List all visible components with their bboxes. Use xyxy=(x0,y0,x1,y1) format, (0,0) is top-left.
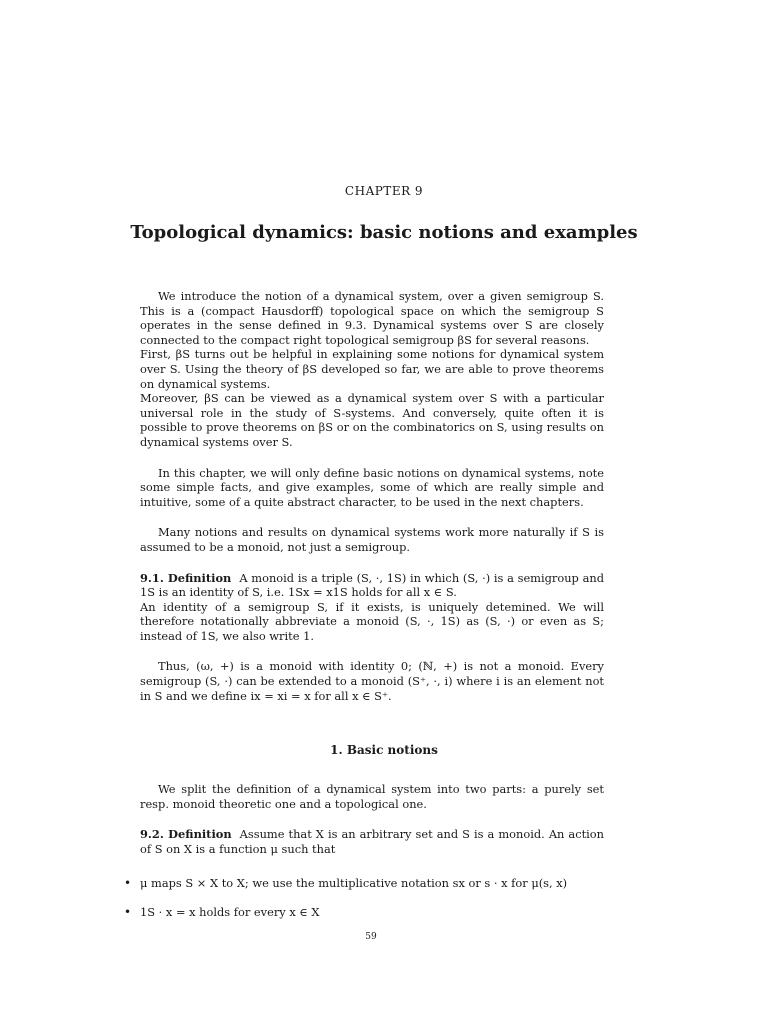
bullet-icon: • xyxy=(124,876,132,890)
definition-9-2-text: Assume that X is an arbitrary set and S is a monoid. An action of S on X is a function μ such that xyxy=(140,827,604,856)
intro-paragraph-1: We introduce the notion of a dynamical system, over a given semigroup S. This is a (compact Hausdorff) topological space on which the semigroup S operates in the sense defined in 9.3. Dynamical systems over S are closely connected to the compact right topological semigroup βS for several reasons. xyxy=(140,289,604,347)
definition-9-2-heading: 9.2. Definition xyxy=(140,827,232,842)
list-item xyxy=(124,876,604,891)
section-body xyxy=(140,782,604,856)
bullet-text: 1S · x = x holds for every x ∈ X xyxy=(140,904,320,919)
intro-block xyxy=(140,289,604,703)
section-paragraph-1: We split the definition of a dynamical system into two parts: a purely set resp. monoid theoretic one and a topological one. xyxy=(140,782,604,811)
bullet-icon: • xyxy=(124,904,132,919)
bullet-list xyxy=(124,876,604,919)
chapter-label: CHAPTER 9 xyxy=(344,184,424,198)
definition-9-1 xyxy=(140,571,604,600)
chapter-title: Topological dynamics: basic notions and examples xyxy=(130,222,638,243)
definition-9-1-text: A monoid is a triple (S, ·, 1S) in which (S, ·) is a semigroup and 1S is an identity of S, i.e. 1Sx = x1S holds for all x ∈ S. xyxy=(140,570,604,600)
intro-paragraph-2: First, βS turns out be helpful in explaining some notions for dynamical system over S. Using the theory of βS developed so far, we are able to prove theorems on dynamical systems. xyxy=(140,347,604,391)
intro-paragraph-3: Moreover, βS can be viewed as a dynamical system over S with a particular universal role in the study of S-systems. And conversely, quite often it is possible to prove theorems on βS or on the combinatorics on S, using results on dynamical systems over S. xyxy=(140,391,604,449)
list-item xyxy=(124,905,604,920)
monoid-examples-paragraph: Thus, (ω, +) is a monoid with identity 0; (ℕ, +) is not a monoid. Every semigroup (S, ·) can be extended to a monoid (S⁺, ·, i) where i is an element not in S and we define ix = xi = x for all x ∈ S⁺. xyxy=(140,659,604,703)
bullet-text: μ maps S × X to X; we use the multiplicative notation sx or s · x for μ(s, x) xyxy=(140,876,568,890)
definition-9-2 xyxy=(140,827,604,856)
section-title: 1. Basic notions xyxy=(330,743,438,757)
intro-paragraph-4: In this chapter, we will only define basic notions on dynamical systems, note some simple facts, and give examples, some of which are really simple and intuitive, some of a quite abstract character, to be used in the next chapters. xyxy=(140,465,604,509)
definition-9-1-text-2: An identity of a semigroup S, if it exists, is uniquely detemined. We will therefore notationally abbreviate a monoid (S, ·, 1S) as (S, ·) or even as S; instead of 1S, we also write 1. xyxy=(140,599,604,643)
intro-paragraph-5: Many notions and results on dynamical systems work more naturally if S is assumed to be a monoid, not just a semigroup. xyxy=(140,525,604,554)
definition-9-1-heading: 9.1. Definition xyxy=(140,570,232,585)
page-number: 59 xyxy=(365,932,377,942)
